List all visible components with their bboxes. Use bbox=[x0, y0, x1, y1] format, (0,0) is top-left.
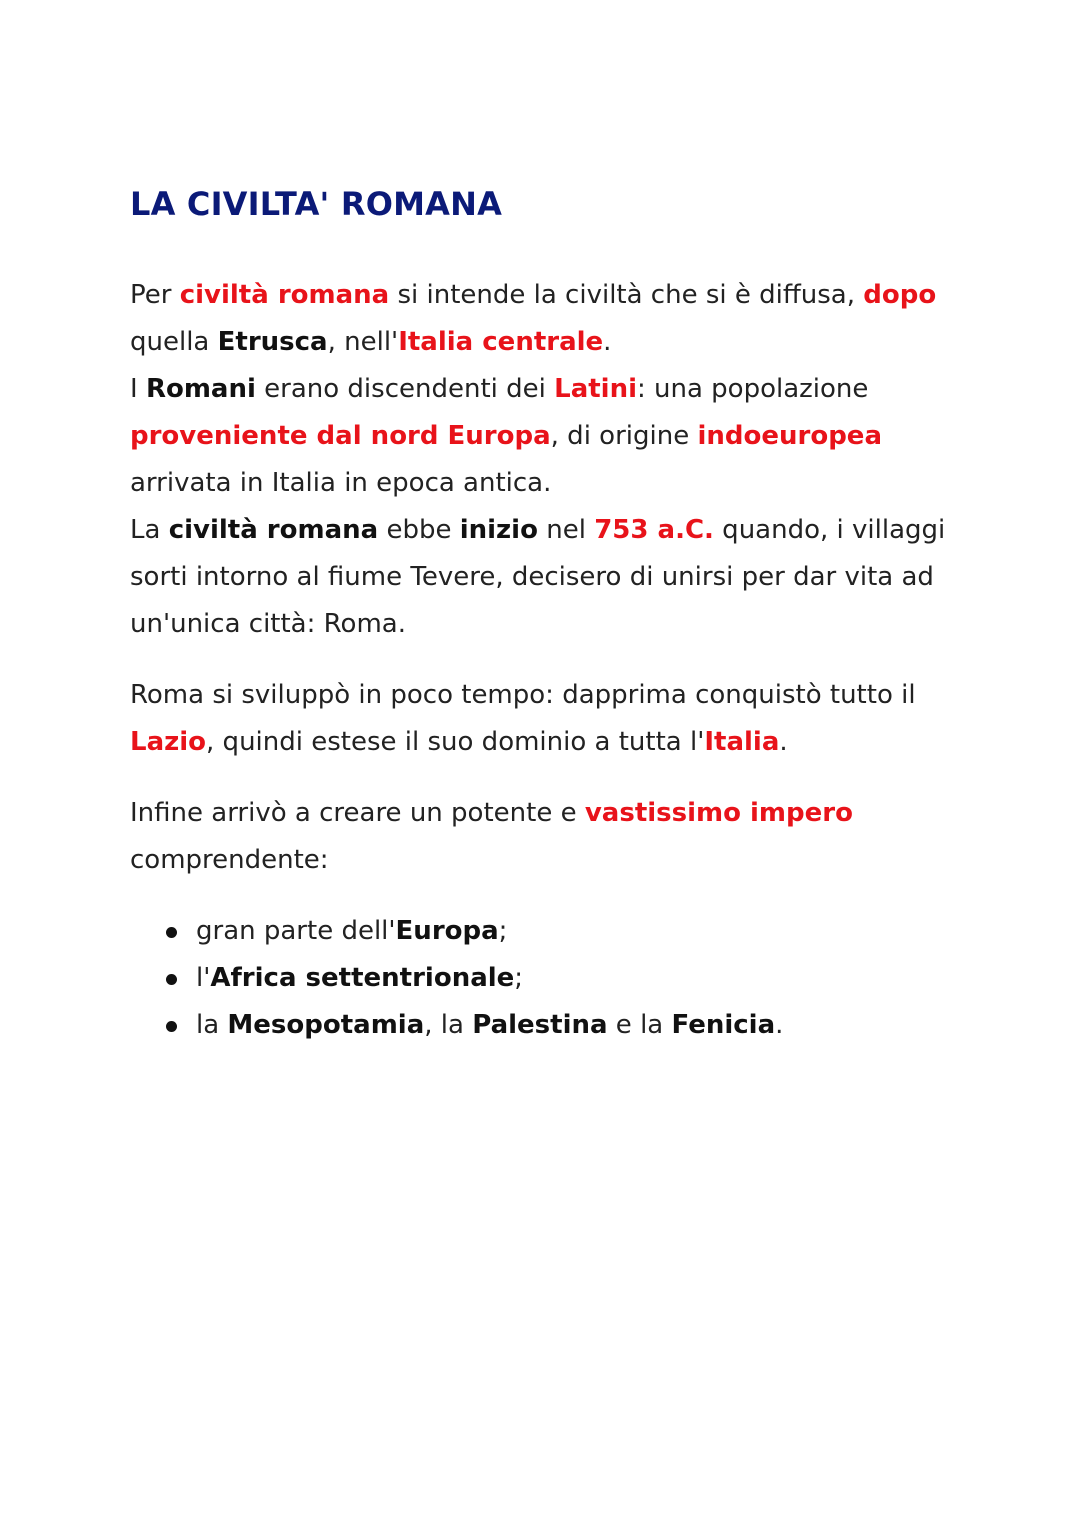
text: , la bbox=[424, 1010, 473, 1040]
text: ; bbox=[498, 916, 508, 946]
paragraph-definition bbox=[130, 272, 960, 648]
text: quella bbox=[130, 327, 218, 357]
text: si intende la civiltà che si è diffusa, bbox=[389, 280, 864, 310]
bold-term: inizio bbox=[459, 515, 538, 545]
bold-term: Romani bbox=[145, 374, 256, 404]
highlight-term: proveniente dal nord Europa bbox=[130, 421, 551, 451]
text: la bbox=[196, 1010, 228, 1040]
bold-term: Palestina bbox=[472, 1010, 608, 1040]
highlight-term: Lazio bbox=[130, 727, 207, 757]
paragraph-expansion bbox=[130, 672, 960, 766]
bullet-icon bbox=[166, 1021, 177, 1032]
highlight-term: vastissimo impero bbox=[584, 798, 853, 828]
text: , quindi estese il suo dominio a tutta l' bbox=[206, 727, 705, 757]
text: e la bbox=[607, 1010, 672, 1040]
text: , di origine bbox=[550, 421, 698, 451]
text: , nell' bbox=[327, 327, 399, 357]
page-title: LA CIVILTA' ROMANA bbox=[130, 185, 503, 223]
highlight-term: Latini bbox=[554, 374, 637, 404]
bold-term: Etrusca bbox=[217, 327, 328, 357]
bold-term: civiltà romana bbox=[168, 515, 379, 545]
text: . bbox=[779, 727, 788, 757]
text: ; bbox=[514, 963, 524, 993]
text: I bbox=[130, 374, 146, 404]
highlight-term: indoeuropea bbox=[697, 421, 882, 451]
text: : una popolazione bbox=[637, 374, 869, 404]
bullet-icon bbox=[166, 927, 177, 938]
text: erano discendenti dei bbox=[255, 374, 555, 404]
text: La bbox=[130, 515, 169, 545]
document-page bbox=[130, 180, 960, 1049]
text: . bbox=[603, 327, 612, 357]
bold-term: Africa settentrionale bbox=[210, 963, 515, 993]
text: ebbe bbox=[378, 515, 460, 545]
text: l' bbox=[196, 963, 211, 993]
territories-list bbox=[130, 908, 960, 1049]
text: gran parte dell' bbox=[196, 916, 396, 946]
text: quando, i villaggi sorti intorno al fiume Tevere, decisero di unirsi per dar vita ad un'unica città: Roma. bbox=[130, 515, 946, 639]
highlight-term: dopo bbox=[863, 280, 937, 310]
text: . bbox=[775, 1010, 784, 1040]
list-item bbox=[166, 1002, 960, 1049]
bold-term: Europa bbox=[395, 916, 499, 946]
text: comprendente: bbox=[130, 845, 329, 875]
highlight-term: Italia centrale bbox=[398, 327, 604, 357]
bullet-icon bbox=[166, 974, 177, 985]
highlight-date: 753 a.C. bbox=[594, 515, 714, 545]
highlight-term: Italia bbox=[704, 727, 780, 757]
list-item bbox=[166, 908, 960, 955]
text: Infine arrivò a creare un potente e bbox=[130, 798, 585, 828]
list-item bbox=[166, 955, 960, 1002]
text: Per bbox=[130, 280, 180, 310]
bold-term: Mesopotamia bbox=[227, 1010, 425, 1040]
highlight-term: civiltà romana bbox=[179, 280, 390, 310]
text: arrivata in Italia in epoca antica. bbox=[130, 468, 552, 498]
text: nel bbox=[537, 515, 595, 545]
text: Roma si sviluppò in poco tempo: dapprima conquistò tutto il bbox=[130, 680, 916, 710]
paragraph-empire bbox=[130, 790, 960, 884]
bold-term: Fenicia bbox=[671, 1010, 776, 1040]
